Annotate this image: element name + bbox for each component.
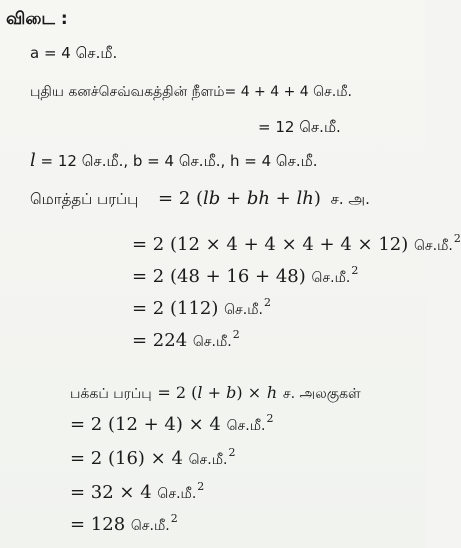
side-length-line: a = 4 செ.மீ. [30,44,118,62]
step-unit: செ.மீ. [188,452,228,468]
step-sup: 2 [232,328,240,341]
total-area-unit: ச. அ. [330,190,370,208]
lateral-area-step-2 [70,448,236,471]
step-expr: = 128 [70,514,126,535]
lateral-area-formula-line [70,382,361,405]
dimensions-values: = 12 செ.மீ., b = 4 செ.மீ., h = 4 செ.மீ. [35,152,318,170]
lateral-area-h: h [266,383,278,402]
step-sup: 2 [351,264,359,277]
length-result-line: = 12 செ.மீ. [258,118,341,136]
step-unit: செ.மீ. [414,238,453,254]
answer-heading: விடை : [6,9,68,29]
dimensions-line [30,150,318,172]
step-unit: செ.மீ. [157,486,197,502]
dimension-l-symbol: l [30,150,36,171]
lateral-area-step-4 [70,514,178,537]
step-unit: செ.மீ. [226,418,266,434]
total-area-step-4 [132,330,240,353]
lateral-area-eq: = 2 ( [157,383,198,402]
total-area-formula: lb + bh + lh [203,188,314,209]
lateral-area-formula: l + b [197,383,237,402]
total-area-step-2 [132,266,358,289]
total-area-step-3 [132,298,271,321]
step-sup: 2 [263,296,271,309]
lateral-area-unit: ச. அலகுகள் [282,386,361,402]
lateral-area-label: பக்கப் பரப்பு [70,386,152,402]
total-area-eq: = 2 ( [158,188,204,209]
step-expr: = 2 (12 × 4 + 4 × 4 + 4 × 12) [132,234,409,255]
lateral-area-step-1 [70,414,273,437]
step-sup: 2 [197,480,205,493]
step-sup: 2 [453,232,461,245]
step-unit: செ.மீ. [224,302,263,318]
lateral-area-close: ) × [236,383,262,402]
lateral-area-step-3 [70,482,204,505]
new-length-label: புதிய கனச்செவ்வகத்தின் நீளம் [30,84,225,100]
step-sup: 2 [228,446,236,459]
new-length-expr: = 4 + 4 + 4 செ.மீ. [224,84,352,100]
total-area-formula-line [30,188,370,210]
new-length-line [30,80,352,103]
step-expr: = 2 (12 + 4) × 4 [70,414,221,435]
step-expr: = 32 × 4 [70,482,152,503]
step-expr: = 224 [132,330,188,351]
step-unit: செ.மீ. [311,270,351,286]
step-unit: செ.மீ. [192,334,232,350]
total-area-close: ) [313,188,321,209]
step-expr: = 2 (112) [132,298,219,319]
total-area-label: மொத்தப் பரப்பு [30,190,139,208]
total-area-step-1 [132,234,461,257]
step-unit: செ.மீ. [130,518,170,534]
step-expr: = 2 (48 + 16 + 48) [132,266,306,287]
step-sup: 2 [266,412,274,425]
step-expr: = 2 (16) × 4 [70,448,183,469]
step-sup: 2 [170,512,178,525]
